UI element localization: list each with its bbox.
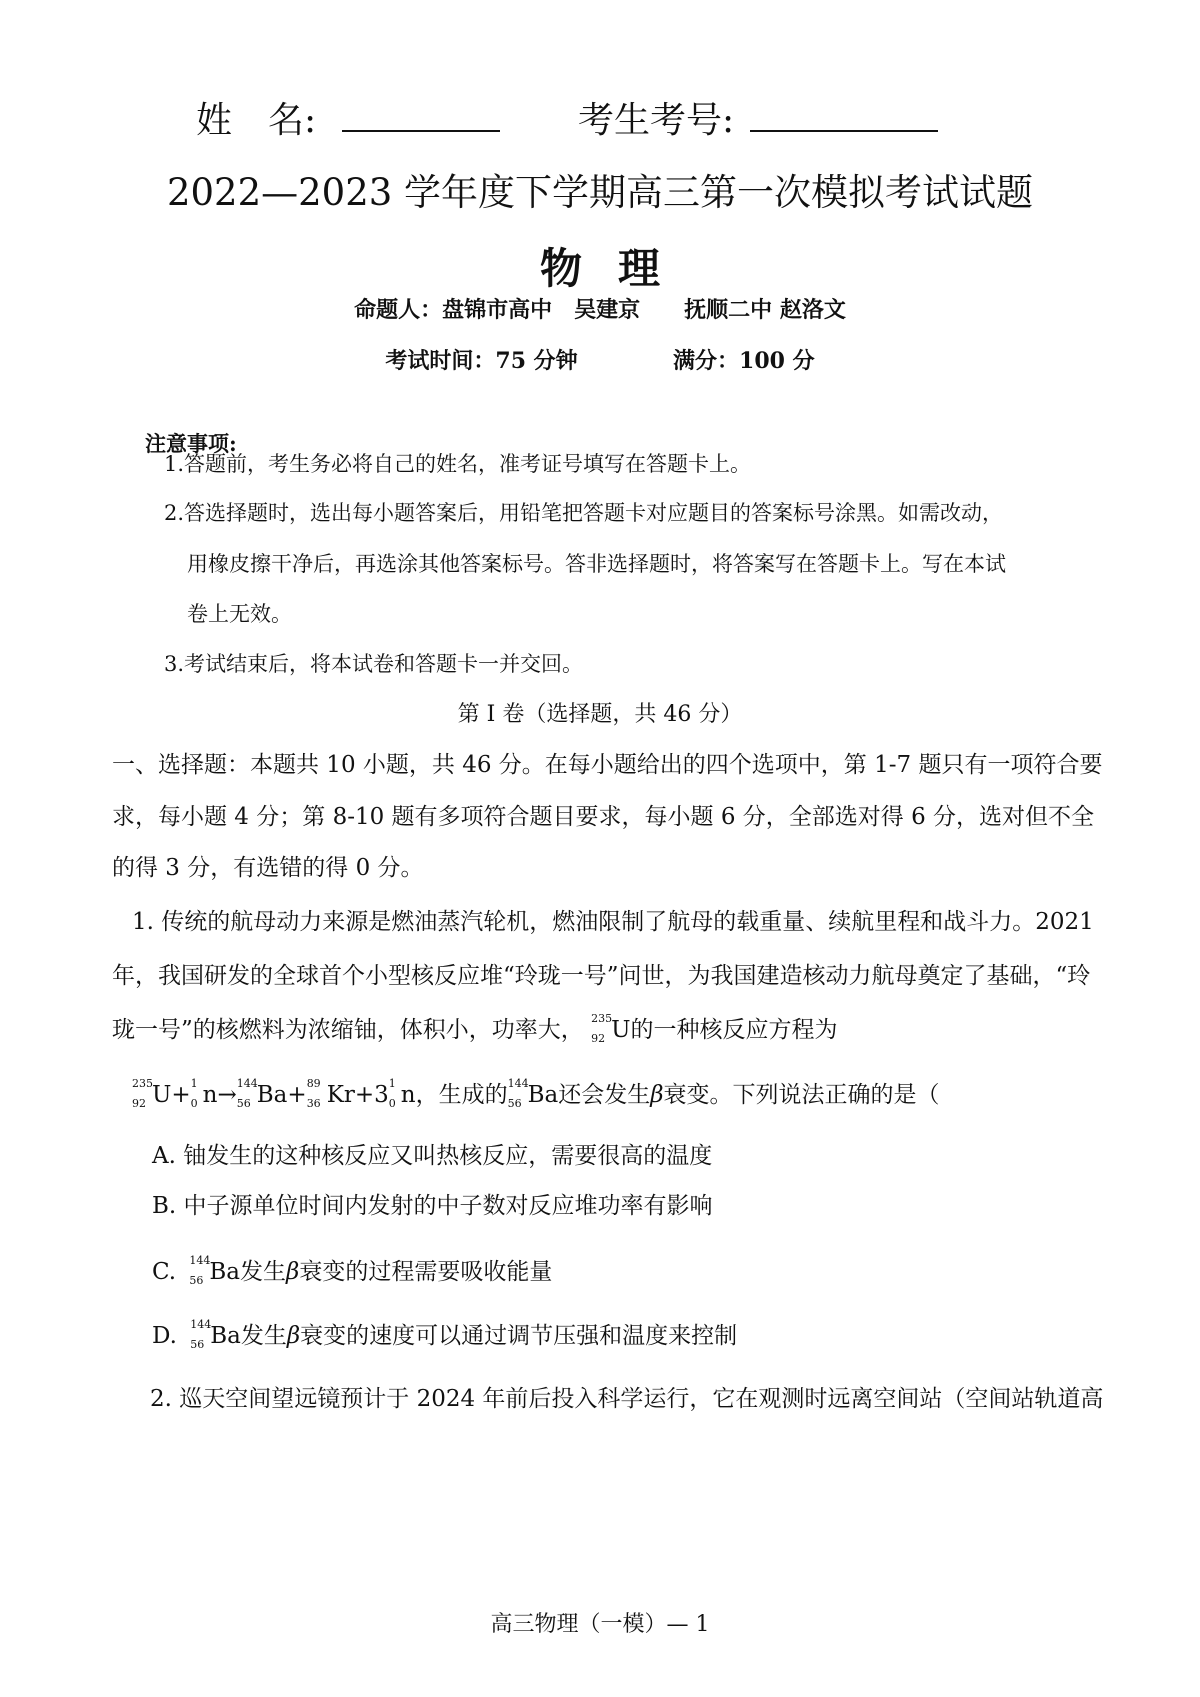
option-c-z: 56: [189, 1274, 204, 1287]
eq-plus-3: +: [354, 1082, 375, 1108]
exam-title: 2022—2023 学年度下学期高三第一次模拟考试试题: [166, 171, 1034, 214]
name-field: [196, 92, 500, 143]
eq-n1-z: 0: [190, 1097, 198, 1110]
option-d-fasheng: 发生: [240, 1323, 287, 1349]
notice-item-2-cont2: 卷上无效。: [187, 602, 292, 626]
student-id-label: 考生考号:: [578, 100, 735, 141]
beta-symbol: β: [650, 1082, 664, 1108]
page-footer: 高三物理（一模）— 1: [490, 1612, 710, 1637]
option-d: [152, 1317, 737, 1350]
eq-kr89-symbol: Kr: [326, 1082, 355, 1108]
eq-n1-symbol: n: [202, 1082, 218, 1108]
student-id-blank: [750, 100, 938, 132]
eq-u235-z: 92: [132, 1097, 146, 1110]
name-label: 姓 名:: [196, 100, 317, 141]
option-c-ba144: [189, 1254, 241, 1287]
notice-item-2-cont: 用橡皮擦干净后，再选涂其他答案标号。答非选择题时，将答案写在答题卡上。写在本试: [187, 552, 1006, 576]
notice-item-1: 1.答题前，考生务必将自己的姓名，准考证号填写在答题卡上。: [164, 452, 752, 476]
option-d-ba144: [190, 1318, 241, 1351]
eq-tail-2: 还会发生: [558, 1082, 651, 1108]
notice-item-3: 3.考试结束后，将本试卷和答题卡一并交回。: [164, 652, 584, 676]
eq-ba144-symbol: Ba: [256, 1082, 288, 1108]
q1-line-2: 年，我国研发的全球首个小型核反应堆“玲珑一号”问世，为我国建造核动力航母奠定了基础，“玲: [112, 963, 1091, 989]
option-d-label: D.: [152, 1323, 177, 1349]
full-score: 满分：100 分: [673, 348, 815, 374]
eq-kr89: [306, 1077, 355, 1110]
eq-plus-2: +: [287, 1082, 307, 1108]
eq-ba144-2-mass: 144: [507, 1077, 529, 1090]
eq-u235-symbol: U: [152, 1082, 172, 1108]
eq-n1-out: [388, 1077, 416, 1110]
eq-kr89-mass: 89: [306, 1077, 321, 1090]
eq-n1: [190, 1077, 218, 1110]
option-c-symbol: Ba: [209, 1259, 241, 1285]
eq-ba144-z: 56: [236, 1097, 251, 1110]
option-d-z: 56: [190, 1338, 205, 1351]
option-d-beta: β: [286, 1323, 301, 1349]
q1-line-1: 1. 传统的航母动力来源是燃油蒸汽轮机，燃油限制了航母的载重量、续航里程和战斗力。2021: [132, 909, 1094, 935]
eq-n1-out-symbol: n: [400, 1082, 416, 1108]
q2-line-1: 2. 巡天空间望远镜预计于 2024 年前后投入科学运行，它在观测时远离空间站（空间站轨道高: [150, 1386, 1104, 1412]
notice-heading: 注意事项:: [145, 431, 237, 456]
eq-plus-1: +: [171, 1082, 191, 1108]
eq-coefficient: 3: [374, 1082, 389, 1108]
option-d-mass: 144: [190, 1318, 212, 1331]
reaction-equation: [132, 1076, 940, 1109]
eq-kr89-z: 36: [306, 1097, 321, 1110]
option-a: A. 铀发生的这种核反应又叫热核反应，需要很高的温度: [152, 1143, 713, 1169]
instructions-line-2: 求，每小题 4 分；第 8-10 题有多项符合题目要求，每小题 6 分，全部选对得 6 分，选对但不全: [112, 804, 1095, 830]
option-d-text: 衰变的速度可以通过调节压强和温度来控制: [300, 1323, 738, 1349]
eq-arrow: →: [217, 1082, 237, 1108]
subject-title: 物理: [539, 244, 696, 293]
student-id-field: [578, 92, 938, 143]
option-c-fasheng: 发生: [240, 1259, 287, 1285]
u235-mass: 235: [591, 1012, 613, 1025]
eq-u235: [132, 1077, 172, 1110]
option-c-label: C.: [152, 1259, 177, 1285]
option-c-mass: 144: [189, 1254, 211, 1267]
option-c-text: 衰变的过程需要吸收能量: [299, 1259, 553, 1285]
eq-ba144-mass: 144: [236, 1077, 258, 1090]
authors-line: 命题人：盘锦市高中 吴建京 抚顺二中 赵洛文: [354, 297, 846, 323]
section-title: 第 I 卷（选择题，共 46 分）: [457, 702, 743, 727]
option-b: B. 中子源单位时间内发射的中子数对反应堆功率有影响: [152, 1193, 713, 1219]
exam-info: [0, 344, 1200, 375]
q1-line-3: [112, 1011, 837, 1044]
name-blank: [342, 100, 500, 132]
eq-tail-3: 衰变。下列说法正确的是（: [663, 1082, 940, 1108]
notice-item-2: 2.答选择题时，选出每小题答案后，用铅笔把答题卡对应题目的答案标号涂黑。如需改动，: [164, 501, 1004, 525]
eq-ba144: [236, 1077, 288, 1110]
q1-line-3-tail: 的一种核反应方程为: [630, 1017, 838, 1043]
u235-z: 92: [591, 1032, 606, 1045]
q1-line-3-text: 珑一号”的核燃料为浓缩铀，体积小，功率大，: [112, 1017, 584, 1043]
eq-tail: ，生成的: [415, 1082, 508, 1108]
option-c-beta: β: [286, 1259, 300, 1285]
exam-time: 考试时间：75 分钟: [385, 348, 578, 374]
instructions-line-3: 的得 3 分，有选错的得 0 分。: [112, 855, 424, 881]
eq-ba144-2: [507, 1077, 559, 1110]
instructions-line-1: 一、选择题：本题共 10 小题，共 46 分。在每小题给出的四个选项中，第 1-7 题只有一项符合要: [112, 752, 1103, 778]
option-d-symbol: Ba: [210, 1323, 241, 1349]
eq-ba144-2-symbol: Ba: [527, 1082, 559, 1108]
u235-symbol: U: [611, 1017, 631, 1043]
option-c: [152, 1253, 552, 1286]
nuclide-u235: [591, 1012, 631, 1045]
eq-u235-mass: 235: [132, 1077, 153, 1090]
eq-n1-out-mass: 1: [388, 1077, 396, 1090]
eq-ba144-2-z: 56: [507, 1097, 522, 1110]
eq-n1-mass: 1: [190, 1077, 198, 1090]
eq-n1-out-z: 0: [388, 1097, 396, 1110]
